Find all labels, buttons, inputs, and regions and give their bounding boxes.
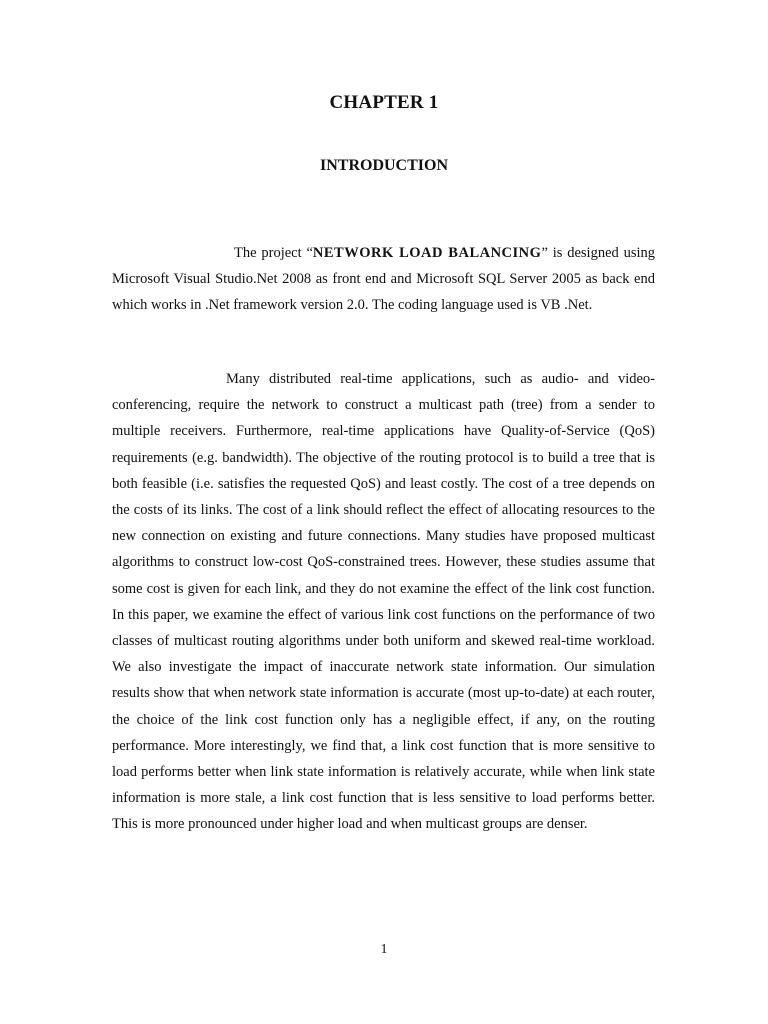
page-number: 1: [380, 942, 388, 957]
intro-paragraph-lead: The project “: [234, 245, 313, 261]
section-heading: INTRODUCTION: [319, 157, 448, 174]
body-paragraph-text: Many distributed real-time applications, such as audio- and video-conferencing, require the network to construct a multicast path (tree) from a sender to multiple receivers. Furthermore, real-time applications have Quality-of-Service (QoS) requirements (e.g. bandwidth). The objective of the routing protocol is to build a tree that is both feasible (i.e. satisfies the requested QoS) and least costly. The cost of a tree depends on the costs of its links. The cost of a link should reflect the effect of allocating resources to the new connection on existing and future connections. Many studies have proposed multicast algorithms to construct low-cost QoS-constrained trees. However, these studies assume that some cost is given for each link, and they do not examine the effect of the link cost function. In this paper, we examine the effect of various link cost functions on the performance of two classes of multicast routing algorithms under both uniform and skewed real-time workload. We also investigate the impact of inaccurate network state information. Our simulation results show that when network state information is accurate (most up-to-date) at each router, the choice of the link cost function only has a negligible effect, if any, on the routing performance. More interestingly, we find that, a link cost function that is more sensitive to load performs better when link state information is relatively accurate, while when link state information is more stale, a link cost function that is less sensitive to load performs better. This is more pronounced under higher load and when multicast groups are denser.: [112, 371, 655, 833]
project-name: NETWORK LOAD BALANCING: [312, 245, 542, 261]
intro-paragraph-rest: ” is designed using Microsoft Visual Studio.Net 2008 as front end and Microsoft SQL Server 2005 as back end which works in .Net framework version 2.0. The coding language used is VB .Net.: [112, 245, 656, 314]
chapter-heading: CHAPTER 1: [329, 92, 439, 113]
intro-paragraph: [112, 240, 655, 319]
body-paragraph: [112, 366, 655, 838]
